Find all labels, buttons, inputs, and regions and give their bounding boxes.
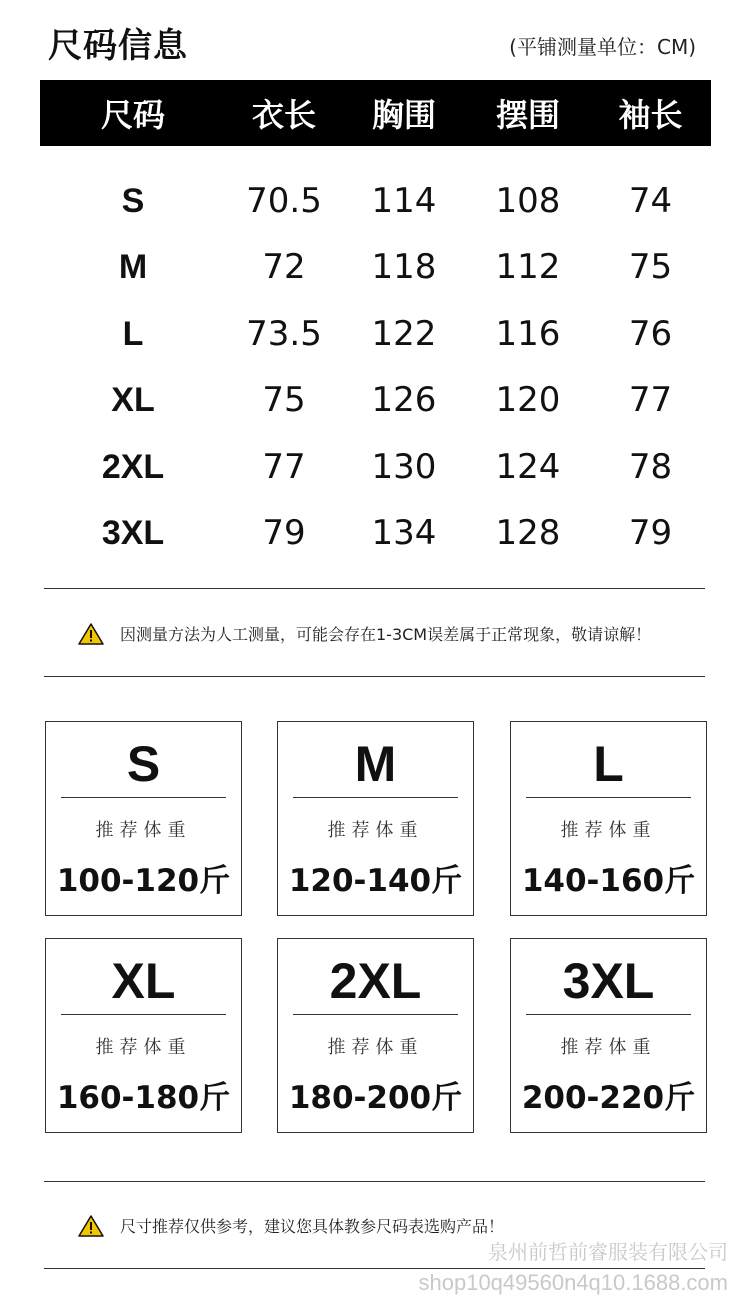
notice-text: 因测量方法为人工测量，可能会存在1-3CM误差属于正常现象，敬请谅解！: [120, 625, 652, 644]
chest-cell: 134: [371, 513, 437, 553]
card-label: 推荐体重: [560, 820, 657, 841]
divider: [44, 588, 705, 589]
card-size: 3XL: [562, 953, 655, 1009]
length-cell: 70.5: [246, 181, 322, 221]
hem-cell: 108: [495, 181, 561, 221]
length-cell: 73.5: [246, 314, 322, 354]
table-row: [40, 503, 711, 563]
size-cell: M: [118, 247, 148, 286]
watermark-shop-url: shop10q49560n4q10.1688.com: [418, 1270, 728, 1295]
hem-cell: 128: [495, 513, 561, 553]
weight-card: [45, 721, 242, 916]
table-row: [40, 304, 711, 364]
card-size: 2XL: [329, 953, 422, 1009]
card-weight: 160-180斤: [56, 1080, 231, 1116]
column-header: 摆围: [495, 96, 560, 134]
card-label: 推荐体重: [95, 1037, 192, 1058]
sleeve-cell: 79: [628, 513, 673, 553]
warning-triangle-icon: [78, 623, 104, 645]
divider: [44, 1181, 705, 1182]
card-label: 推荐体重: [560, 1037, 657, 1058]
weight-card: [277, 938, 474, 1133]
length-cell: 72: [262, 247, 306, 287]
card-label: 推荐体重: [327, 1037, 424, 1058]
table-row: [40, 237, 711, 297]
sleeve-cell: 77: [628, 380, 673, 420]
size-cell: XL: [111, 380, 155, 419]
column-header: 胸围: [371, 96, 436, 134]
weight-card: [510, 938, 707, 1133]
table-row: [40, 370, 711, 430]
warning-triangle-icon: [78, 1215, 104, 1237]
length-cell: 79: [262, 513, 306, 553]
notice-text: 尺寸推荐仅供参考，建议您具体教参尺码表选购产品！: [120, 1217, 505, 1236]
size-cell: L: [122, 314, 144, 353]
card-label: 推荐体重: [327, 820, 424, 841]
size-cell: 3XL: [101, 513, 165, 552]
hem-cell: 112: [495, 247, 561, 287]
watermark-company: 泉州前哲前睿服装有限公司: [488, 1242, 728, 1264]
size-cell: 2XL: [101, 447, 165, 486]
sleeve-cell: 76: [628, 314, 673, 354]
hem-cell: 124: [495, 447, 561, 487]
card-weight: 120-140斤: [288, 863, 463, 899]
weight-card: [45, 938, 242, 1133]
sleeve-cell: 75: [628, 247, 673, 287]
chest-cell: 122: [371, 314, 437, 354]
page-title: 尺码信息: [48, 26, 188, 66]
weight-card: [277, 721, 474, 916]
card-weight: 200-220斤: [521, 1080, 696, 1116]
card-divider: [61, 797, 226, 798]
card-size: L: [593, 736, 624, 792]
table-row: [40, 437, 711, 497]
hem-cell: 116: [495, 314, 561, 354]
chest-cell: 126: [371, 380, 437, 420]
recommendation-notice: [78, 1214, 504, 1237]
card-weight: 100-120斤: [56, 863, 231, 899]
column-header: 衣长: [251, 96, 316, 134]
column-header: 袖长: [618, 96, 683, 134]
column-header: 尺码: [100, 96, 165, 134]
hem-cell: 120: [495, 380, 561, 420]
card-size: XL: [111, 953, 176, 1009]
size-cell: S: [121, 181, 145, 220]
chest-cell: 118: [371, 247, 437, 287]
card-divider: [293, 1014, 458, 1015]
divider: [44, 676, 705, 677]
length-cell: 77: [262, 447, 306, 487]
card-divider: [293, 797, 458, 798]
card-size: M: [354, 736, 397, 792]
sleeve-cell: 78: [628, 447, 673, 487]
card-divider: [526, 797, 691, 798]
table-header: [40, 80, 711, 146]
chest-cell: 130: [371, 447, 437, 487]
unit-note: (平铺测量单位：CM): [509, 35, 696, 59]
measurement-notice: [78, 622, 651, 645]
card-weight: 140-160斤: [521, 863, 696, 899]
length-cell: 75: [262, 380, 306, 420]
divider: [44, 1268, 705, 1269]
card-size: S: [126, 736, 161, 792]
sleeve-cell: 74: [628, 181, 673, 221]
card-divider: [526, 1014, 691, 1015]
weight-card: [510, 721, 707, 916]
card-label: 推荐体重: [95, 820, 192, 841]
chest-cell: 114: [371, 181, 437, 221]
table-row: [40, 171, 711, 231]
card-divider: [61, 1014, 226, 1015]
card-weight: 180-200斤: [288, 1080, 463, 1116]
